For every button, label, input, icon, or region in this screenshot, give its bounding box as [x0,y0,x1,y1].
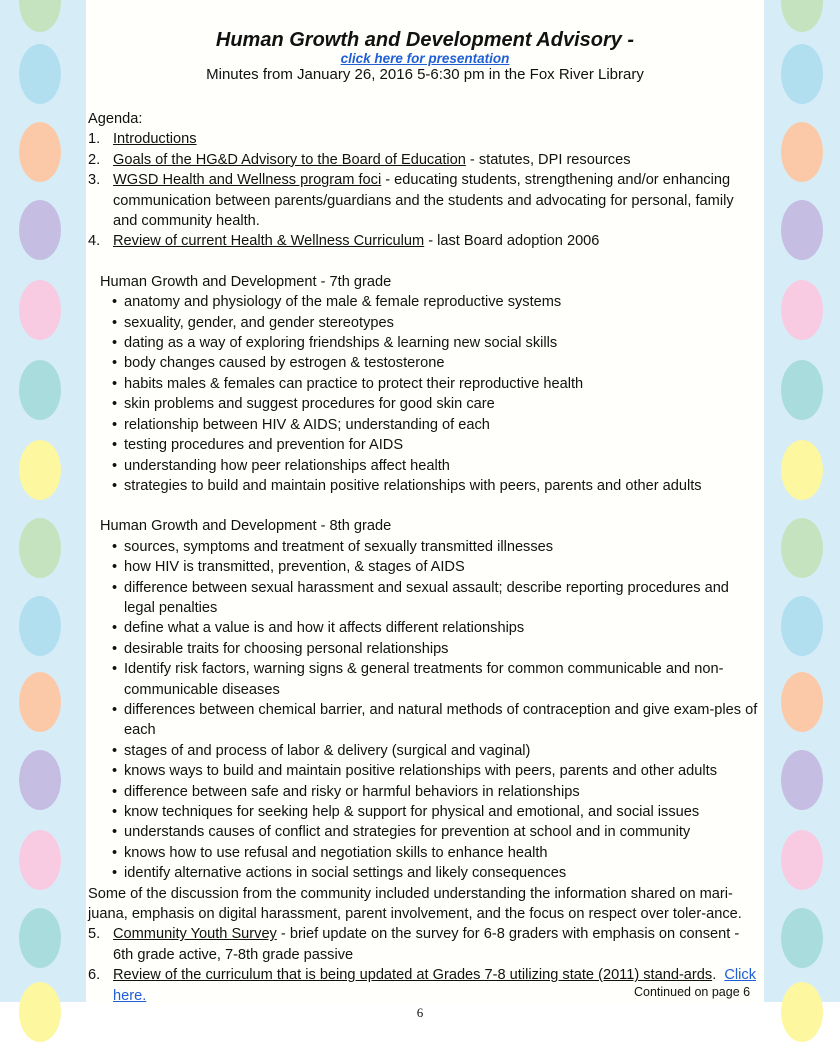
decorative-dot [781,0,823,32]
bullet-icon: • [112,314,118,331]
bullet-text: stages of and process of labor & delivery (surgical and vaginal) [124,742,531,759]
bullet-text: knows ways to build and maintain positive relationships with peers, parents and other adults [124,763,717,780]
bullet-item [100,802,760,822]
bullet-item [100,843,760,863]
bullet-text: sources, symptoms and treatment of sexually transmitted illnesses [124,538,554,555]
decorative-dot [19,200,61,260]
bullet-text: sexuality, gender, and gender stereotypes [124,314,394,331]
grade8-section [88,516,760,883]
grade7-section [88,272,760,496]
bullet-icon: • [112,742,118,759]
agenda-item-link[interactable]: Review of current Health & Wellness Curriculum [113,233,425,250]
bullet-item [100,618,760,638]
bullet-text: knows how to use refusal and negotiation skills to enhance health [124,844,548,861]
decorative-dot [781,360,823,420]
bullet-icon: • [112,661,118,678]
agenda-item-link[interactable]: Introductions [113,131,197,148]
left-decorative-strip [0,0,86,1002]
bullet-item [100,822,760,842]
bullet-icon: • [112,579,118,596]
agenda-item-link[interactable]: Community Youth Survey [113,926,277,943]
item-number: 2. [88,151,101,168]
bullet-text: difference between sexual harassment and sexual assault; describe reporting procedures and legal penalties [124,579,729,616]
bullet-text: Identify risk factors, warning signs & general treatments for common communicable and non-communicable diseases [124,661,724,698]
agenda-item-link[interactable]: Review of the curriculum that is being updated at Grades 7-8 utilizing state (2011) stand-ards [113,967,713,984]
agenda-item [88,231,760,251]
agenda-item-text: - last Board adoption 2006 [424,233,600,250]
bullet-item [100,761,760,781]
bullet-icon: • [112,640,118,657]
bullet-text: relationship between HIV & AIDS; understanding of each [124,416,490,433]
community-discussion: Some of the discussion from the community included understanding the information shared on mari-juana, emphasis on digital harassment, parent involvement, and the focus on respect over toler-ance. [88,885,742,923]
agenda-label: Agenda: [88,111,143,127]
bullet-item [100,557,760,577]
click-here-link[interactable]: Click here. [113,967,756,1004]
decorative-dot [19,122,61,182]
bullet-text: differences between chemical barrier, and natural methods of contraception and give exam-ples of each [124,701,758,739]
bullet-item [100,333,760,353]
agenda-item [88,924,760,965]
agenda-item-text: - educating students, strengthening and/or enhancing communication between parents/guardians and the students and advocating for personal, family and community health. [113,172,734,230]
decorative-dot [781,440,823,500]
item-number: 6. [88,967,101,984]
bullet-text: habits males & females can practice to protect their reproductive health [124,375,584,392]
bullet-icon: • [112,396,118,413]
decorative-dot [19,750,61,810]
agenda-item [88,129,760,149]
agenda-item-text: - statutes, DPI resources [465,151,631,168]
bullet-icon: • [112,763,118,780]
bullet-item [100,415,760,435]
bullet-icon: • [112,701,118,718]
agenda-item-link[interactable]: Goals of the HG&D Advisory to the Board of Education [113,151,466,168]
agenda-item-text: - brief update on the survey for 6-8 graders with emphasis on consent - 6th grade active, 7-8th grade passive [113,926,740,963]
bullet-item [100,313,760,333]
bullet-item [100,476,760,496]
decorative-dot [781,44,823,104]
bullet-icon: • [112,457,118,474]
bullet-text: desirable traits for choosing personal relationships [124,640,449,657]
decorative-dot [781,596,823,656]
bullet-item [100,394,760,414]
bullet-text: skin problems and suggest procedures for good skin care [124,396,495,413]
bullet-item [100,292,760,312]
agenda-item-text: . [712,967,725,984]
bullet-text: know techniques for seeking help & support for physical and emotional, and social issues [124,804,700,820]
decorative-dot [19,280,61,340]
bullet-item [100,659,760,700]
decorative-dot [19,596,61,656]
presentation-link[interactable]: click here for presentation [340,51,510,66]
bullet-icon: • [112,804,118,820]
bullet-icon: • [112,437,118,454]
bullet-icon: • [112,559,118,576]
bullet-item [100,639,760,659]
decorative-dot [781,280,823,340]
decorative-dot [19,0,61,32]
minutes-subtitle: Minutes from January 26, 2016 5-6:30 pm in the Fox River Library [206,66,644,83]
bullet-item [100,700,760,741]
bullet-item [100,741,760,761]
decorative-dot [19,360,61,420]
bullet-icon: • [112,375,118,392]
bullet-icon: • [112,416,118,433]
decorative-dot [781,750,823,810]
bullet-item [100,578,760,619]
document-body [88,109,760,1006]
decorative-dot [19,44,61,104]
bullet-text: understands causes of conflict and strategies for prevention at school and in community [124,824,691,841]
grade8-list [100,537,760,884]
bullet-icon: • [112,844,118,861]
page-title: Human Growth and Development Advisory - [215,29,635,51]
decorative-dot [19,830,61,890]
decorative-dot [19,440,61,500]
bullet-text: how HIV is transmitted, prevention, & stages of AIDS [124,559,465,576]
bullet-text: define what a value is and how it affects different relationships [124,620,525,637]
bullet-text: strategies to build and maintain positive relationships with peers, parents and other adults [124,477,702,494]
item-number: 3. [88,172,101,189]
bullet-item [100,863,760,883]
grade8-heading: Human Growth and Development - 8th grade [100,518,392,535]
decorative-dot [19,518,61,578]
bullet-icon: • [112,355,118,372]
grade7-heading: Human Growth and Development - 7th grade [100,273,392,290]
bullet-icon: • [112,335,118,352]
agenda-list [88,129,760,251]
bullet-text: understanding how peer relationships affect health [124,457,450,474]
agenda-item [88,170,760,231]
bullet-text: dating as a way of exploring friendships & learning new social skills [124,335,558,352]
item-number: 1. [88,131,101,148]
bullet-text: anatomy and physiology of the male & female reproductive systems [124,294,562,311]
bullet-icon: • [112,824,118,841]
page-number: 6 [416,1005,424,1020]
bullet-item [100,435,760,455]
bullet-icon: • [112,477,118,494]
agenda-item [88,150,760,170]
grade7-list [100,292,760,496]
decorative-dot [781,518,823,578]
bullet-item [100,537,760,557]
bullet-item [100,353,760,373]
decorative-dot [19,908,61,968]
decorative-dot [781,672,823,732]
bullet-text: body changes caused by estrogen & testosterone [124,355,445,372]
decorative-dot [781,830,823,890]
right-decorative-strip [764,0,840,1002]
bullet-item [100,782,760,802]
bullet-item [100,456,760,476]
decorative-dot [781,908,823,968]
bullet-icon: • [112,865,118,882]
item-number: 5. [88,926,101,943]
bullet-item [100,374,760,394]
bullet-icon: • [112,783,118,800]
bullet-icon: • [112,294,118,311]
decorative-dot [781,200,823,260]
continued-note: Continued on page 6 [634,985,751,999]
bullet-icon: • [112,538,118,555]
bullet-text: difference between safe and risky or harmful behaviors in relationships [124,783,580,800]
presentation-link-wrap [86,51,764,67]
decorative-dot [19,672,61,732]
bullet-icon: • [112,620,118,637]
bullet-text: identify alternative actions in social settings and likely consequences [124,865,567,882]
decorative-dot [781,122,823,182]
agenda-item-link[interactable]: WGSD Health and Wellness program foci [113,172,382,189]
bullet-text: testing procedures and prevention for AIDS [124,437,404,454]
item-number: 4. [88,233,101,250]
